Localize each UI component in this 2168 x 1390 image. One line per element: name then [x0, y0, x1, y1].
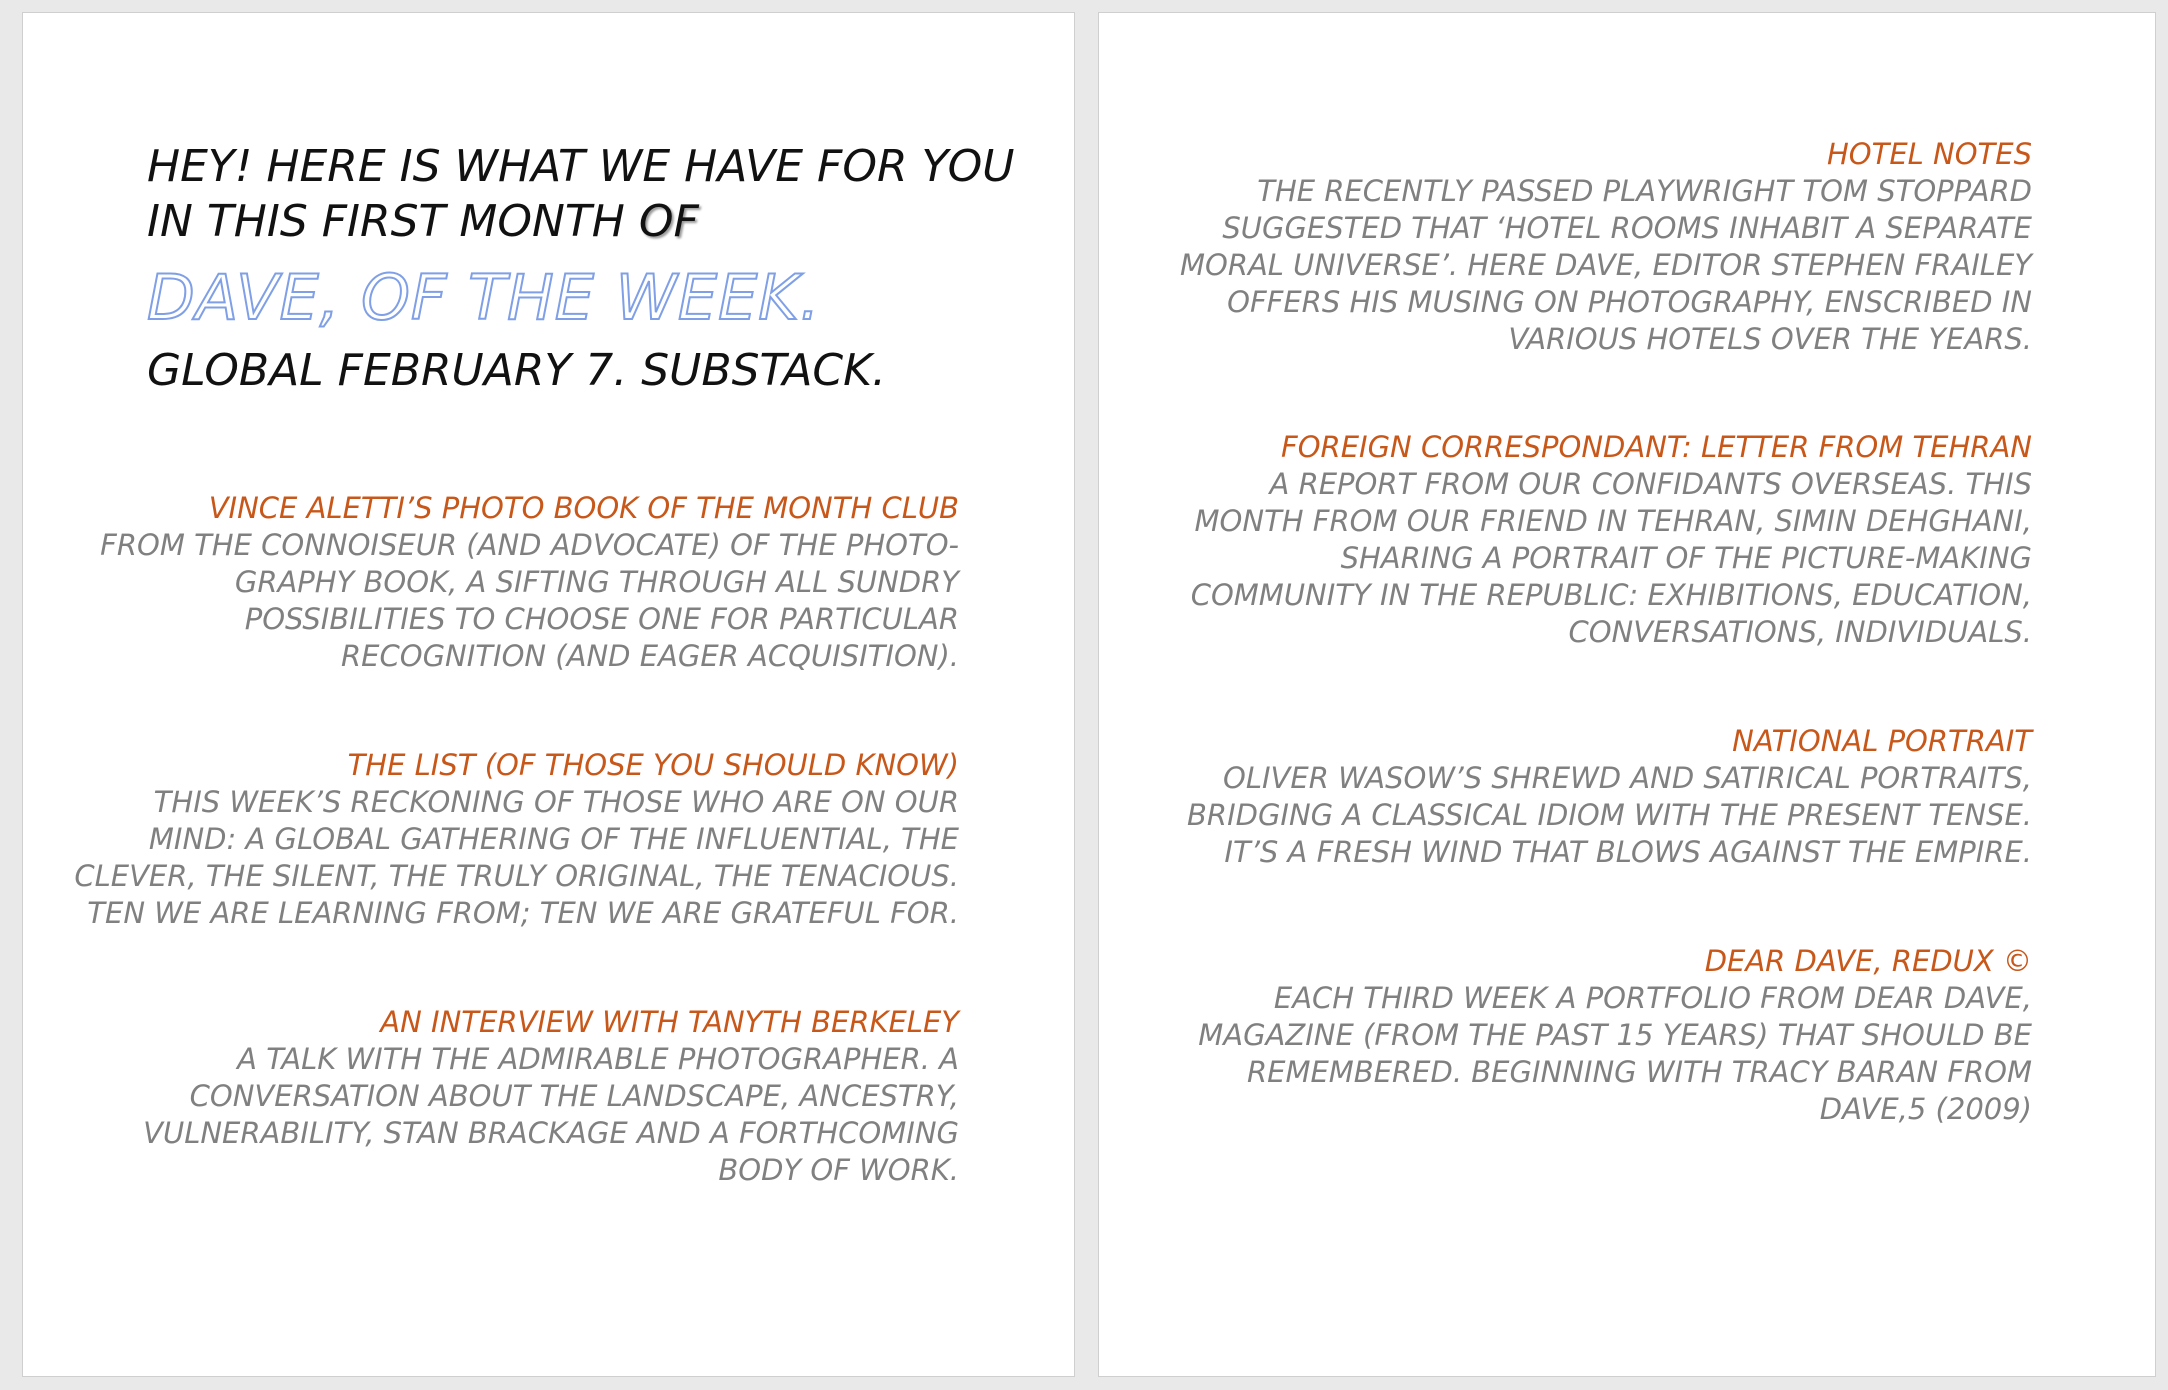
section-national-portrait	[1132, 723, 2032, 871]
section-title: DEAR DAVE, REDUX ©	[1704, 944, 2032, 978]
document-page-right	[1098, 12, 2156, 1377]
section-photo-book-club	[59, 490, 959, 675]
intro-heading-line-4: GLOBAL FEBRUARY 7. SUBSTACK.	[147, 345, 886, 396]
intro-heading-line-1: HEY! HERE IS WHAT WE HAVE FOR YOU	[147, 141, 1015, 192]
section-body: THE RECENTLY PASSED PLAYWRIGHT TOM STOPPARD SUGGESTED THAT ‘HOTEL ROOMS INHABIT A SEPARATE MORAL UNIVERSE’. HERE DAVE, EDITOR STEPHEN FRAILEY OFFERS HIS MUSING ON PHOTOGRAPHY, ENSCRIBED IN VARIOUS HOTELS OVER THE YEARS.	[1179, 174, 2032, 356]
intro-heading-shadowed-word: OF	[638, 196, 699, 247]
document-page-left	[22, 12, 1075, 1377]
section-body: A REPORT FROM OUR CONFIDANTS OVERSEAS. THIS MONTH FROM OUR FRIEND IN TEHRAN, SIMIN DEHGHANI, SHARING A PORTRAIT OF THE PICTURE-MAKING COMMUNITY IN THE REPUBLIC: EXHIBITIONS, EDUCATION, CONVERSATIONS, INDIVIDUALS.	[1190, 467, 2032, 649]
intro-heading-line-2	[147, 196, 1047, 247]
section-title: VINCE ALETTI’S PHOTO BOOK OF THE MONTH CLUB	[208, 491, 959, 525]
section-body: OLIVER WASOW’S SHREWD AND SATIRICAL PORTRAITS, BRIDGING A CLASSICAL IDIOM WITH THE PRESENT TENSE. IT’S A FRESH WIND THAT BLOWS AGAINST THE EMPIRE.	[1187, 761, 2032, 869]
section-body: A TALK WITH THE ADMIRABLE PHOTOGRAPHER. A CONVERSATION ABOUT THE LANDSCAPE, ANCESTRY, VULNERABILITY, STAN BRACKAGE AND A FORTHCOMING BODY OF WORK.	[143, 1042, 959, 1187]
section-interview	[59, 1004, 959, 1189]
section-body: EACH THIRD WEEK A PORTFOLIO FROM DEAR DAVE, MAGAZINE (FROM THE PAST 15 YEARS) THAT SHOULD BE REMEMBERED. BEGINNING WITH TRACY BARAN FROM DAVE,5 (2009)	[1198, 981, 2032, 1126]
section-body: FROM THE CONNOISEUR (AND ADVOCATE) OF THE PHOTO- GRAPHY BOOK, A SIFTING THROUGH ALL SUNDRY POSSIBILITIES TO CHOOSE ONE FOR PARTICULAR RECOGNITION (AND EAGER ACQUISITION).	[100, 528, 959, 673]
publication-title: DAVE, OF THE WEEK.	[147, 261, 821, 334]
section-hotel-notes	[1132, 136, 2032, 358]
section-title: AN INTERVIEW WITH TANYTH BERKELEY	[380, 1005, 959, 1039]
section-title: THE LIST (OF THOSE YOU SHOULD KNOW)	[347, 748, 959, 782]
section-foreign-correspondant	[1132, 429, 2032, 651]
section-body: THIS WEEK’S RECKONING OF THOSE WHO ARE ON OUR MIND: A GLOBAL GATHERING OF THE INFLUENTIAL, THE CLEVER, THE SILENT, THE TRULY ORIGINAL, THE TENACIOUS. TEN WE ARE LEARNING FROM; TEN WE ARE GRATEFUL FOR.	[74, 785, 959, 930]
section-title: NATIONAL PORTRAIT	[1732, 724, 2032, 758]
intro-heading-line-2-text: IN THIS FIRST MONTH	[147, 196, 639, 247]
section-dear-dave-redux	[1132, 943, 2032, 1128]
section-title: FOREIGN CORRESPONDANT: LETTER FROM TEHRAN	[1281, 430, 2032, 464]
section-the-list	[59, 747, 959, 932]
section-title: HOTEL NOTES	[1826, 137, 2032, 171]
